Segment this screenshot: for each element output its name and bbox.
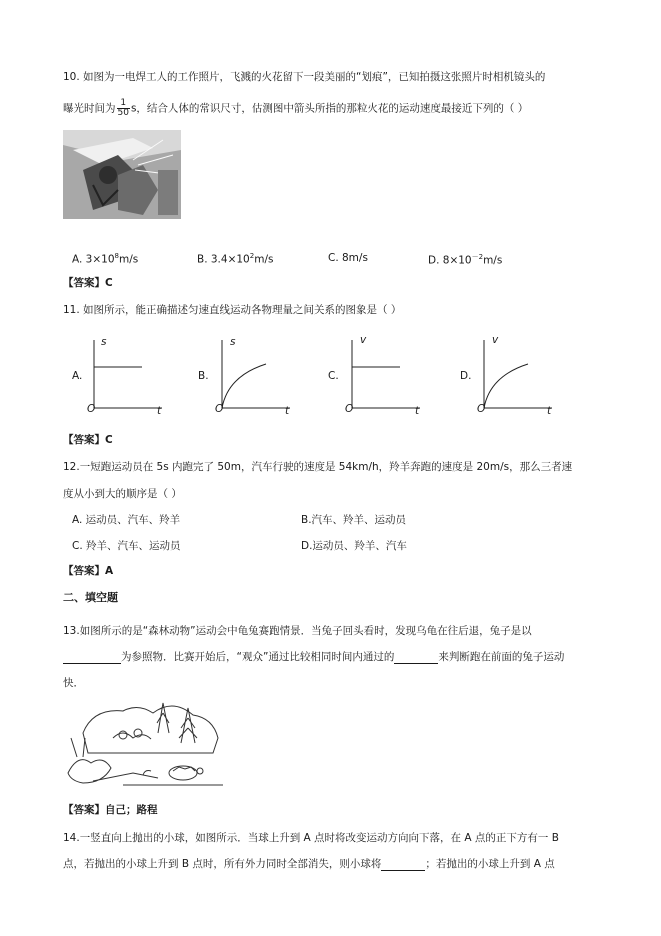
q13-line2 (63, 650, 564, 664)
fraction-numerator: 1 (117, 99, 130, 109)
graph-c-letter: C. (328, 370, 339, 382)
q12-option-d: D.运动员、羚羊、汽车 (301, 540, 407, 552)
q10-option-b: B. $3.4\times 10^2m/s$ (197, 252, 274, 266)
welder-photo (63, 130, 181, 219)
graph-a-origin: O (87, 403, 96, 415)
q10-line2-pre: 曝光时间为 (63, 102, 116, 115)
q14-line2 (63, 857, 555, 871)
tortoise-hare-illustration (63, 693, 233, 793)
q13-blank-1[interactable] (63, 663, 121, 664)
graph-c-xaxis-label: t (415, 405, 420, 417)
graph-b-origin: O (215, 403, 224, 415)
q14-line1: 14.一竖直向上抛出的小球，如图所示．当球上升到 A 点时将改变运动方向向下落，在 A 点的正下方有一 B (63, 832, 559, 844)
graph-d-yaxis-label: v (492, 334, 499, 346)
q10-option-d: D. $8\times 10^{-2}m/s$ (428, 253, 503, 267)
graph-c (344, 336, 424, 416)
graph-b (214, 336, 294, 416)
q14-blank-1[interactable] (381, 870, 425, 871)
graph-b-letter: B. (198, 370, 209, 382)
q10-line2-post: s，结合人体的常识尺寸，估测图中箭头所指的那粒火花的运动速度最接近下列的（ ） (130, 102, 529, 115)
q11-answer: 【答案】C (63, 434, 113, 446)
q10-line2 (63, 99, 528, 118)
fraction (117, 99, 130, 118)
q12-option-b: B.汽车、羚羊、运动员 (301, 514, 407, 526)
q14-line2a: 点，若抛出的小球上升到 B 点时，所有外力同时全部消失，则小球将 (63, 858, 382, 870)
q12-option-c: C. 羚羊、汽车、运动员 (72, 540, 181, 552)
q13-answer: 【答案】自己；路程 (63, 804, 158, 816)
q10-line1: 10. 如图为一电焊工人的工作照片，飞溅的火花留下一段美丽的“划痕”，已知拍摄这张照片时相机镜头的 (63, 71, 546, 83)
q10-option-c: C. 8m/s (328, 252, 368, 264)
fraction-denominator: 50 (117, 108, 129, 118)
q10-option-a: A. $3\times 10^8m/s$ (72, 252, 139, 266)
graph-d (476, 336, 556, 416)
q13-line2b: 来判断跑在前面的兔子运动 (438, 651, 565, 663)
graph-d-xaxis-label: t (547, 405, 552, 417)
graph-a (86, 336, 166, 416)
q13-line1: 13.如图所示的是“森林动物”运动会中龟兔赛跑情景．当兔子回头看时，发现乌龟在往后退，兔子是以 (63, 625, 532, 637)
q13-blank-2[interactable] (394, 663, 438, 664)
graph-b-xaxis-label: t (285, 405, 290, 417)
q13-line3: 快． (63, 677, 84, 689)
graph-a-letter: A. (72, 370, 83, 382)
q10-answer: 【答案】C (63, 277, 113, 289)
q14-line2b: ；若抛出的小球上升到 A 点 (425, 858, 555, 870)
graph-d-origin: O (477, 403, 486, 415)
graph-d-letter: D. (460, 370, 472, 382)
q11-stem: 11. 如图所示，能正确描述匀速直线运动各物理量之间关系的图象是（ ） (63, 304, 402, 316)
graph-c-yaxis-label: v (360, 334, 367, 346)
q12-option-a: A. 运动员、汽车、羚羊 (72, 514, 181, 526)
q12-line2: 度从小到大的顺序是（ ） (63, 488, 182, 500)
section-heading: 二、填空题 (63, 591, 118, 604)
q12-answer: 【答案】A (63, 565, 114, 577)
graph-a-yaxis-label: s (101, 336, 107, 348)
graph-b-yaxis-label: s (230, 336, 236, 348)
q13-line2a: 为参照物．比赛开始后，“观众”通过比较相同时间内通过的 (121, 651, 395, 663)
q12-line1: 12.一短跑运动员在 5s 内跑完了 50m，汽车行驶的速度是 54km/h，羚羊奔跑的速度是 20m/s，那么三者速 (63, 461, 573, 473)
graph-a-xaxis-label: t (157, 405, 162, 417)
graph-c-origin: O (345, 403, 354, 415)
